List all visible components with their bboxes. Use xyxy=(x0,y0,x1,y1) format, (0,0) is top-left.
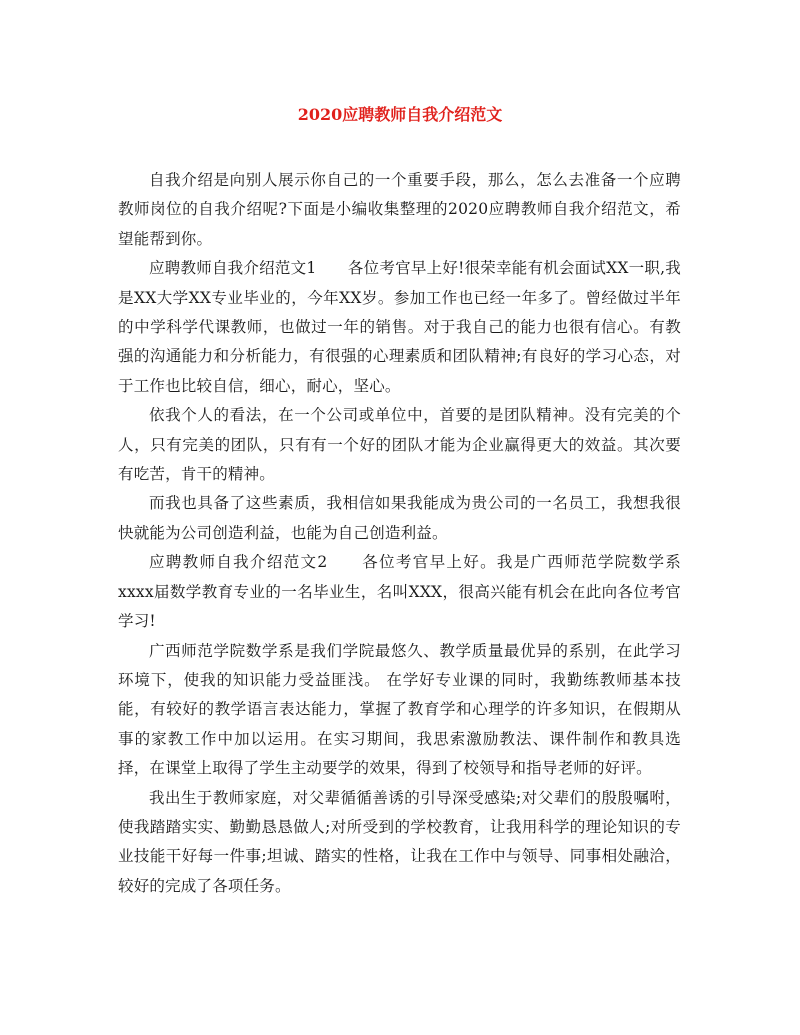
document-title: 2020应聘教师自我介绍范文 xyxy=(297,105,503,124)
paragraph-qualities: 而我也具备了这些素质，我相信如果我能成为贵公司的一名员工，我想我很快就能为公司创造利益，也能为自己创造利益。 xyxy=(118,494,681,542)
paragraph-family: 我出生于教师家庭，对父辈循循善诱的引导深受感染;对父辈们的殷殷嘱咐，使我踏踏实实、勤勤恳恳做人;对所受到的学校教育，让我用科学的理论知识的专业技能干好每一件事;坦诚、踏实的性格，让我在工作中与领导、同事相处融洽，较好的完成了各项任务。 xyxy=(118,788,681,895)
paragraph-sample-2: 应聘教师自我介绍范文2 各位考官早上好。我是广西师范学院数学系xxxx届数学教育专业的一名毕业生，名叫XXX，很高兴能有机会在此向各位考官学习! xyxy=(118,553,681,631)
paragraph-intro: 自我介绍是向别人展示你自己的一个重要手段，那么，怎么去准备一个应聘教师岗位的自我介绍呢?下面是小编收集整理的2020应聘教师自我介绍范文，希望能帮到你。 xyxy=(118,171,681,248)
paragraph-sample-1: 应聘教师自我介绍范文1 各位考官早上好!很荣幸能有机会面试XX一职,我是XX大学XX专业毕业的，今年XX岁。参加工作也已经一年多了。曾经做过半年的中学科学代课教师，也做过一年的销售。对于我自己的能力也很有信心。有教强的沟通能力和分析能力，有很强的心理素质和团队精神;有良好的学习心态，对于工作也比较自信，细心，耐心，坚心。 xyxy=(118,259,681,395)
document-body xyxy=(118,166,681,901)
paragraph-college: 广西师范学院数学系是我们学院最悠久、教学质量最优异的系别，在此学习环境下，使我的知识能力受益匪浅。 在学好专业课的同时，我勤练教师基本技能，有较好的教学语言表达能力，掌握了教育学和心理学的许多知识，在假期从事的家教工作中加以运用。在实习期间，我思索激励教法、课件制作和教具选择，在课堂上取得了学生主动要学的效果，得到了校领导和指导老师的好评。 xyxy=(118,641,681,778)
paragraph-team-spirit: 依我个人的看法，在一个公司或单位中，首要的是团队精神。没有完美的个人，只有完美的团队，只有有一个好的团队才能为企业赢得更大的效益。其次要有吃苦，肯干的精神。 xyxy=(118,406,681,484)
